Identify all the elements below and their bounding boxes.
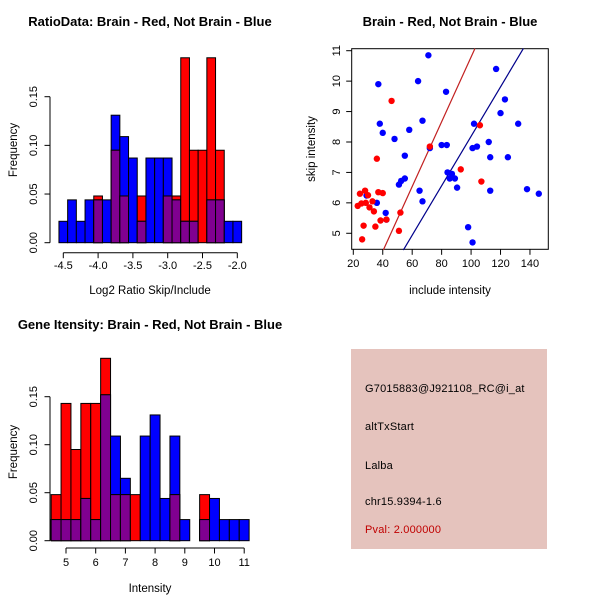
scatter-point-blue [524,186,530,192]
hist-bar-red [198,150,207,242]
scatter-point-red [383,216,389,222]
hist-bar-blue [102,200,111,243]
hist-bar-overlap [207,200,216,243]
x-tick-label: -2.5 [193,260,212,272]
y-axis-title: Frequency [8,424,20,480]
scatter-point-blue [416,187,422,193]
hist-bar-overlap [111,495,121,541]
scatter-point-red [369,198,375,204]
x-tick-label: 120 [491,258,510,270]
scatter-point-blue [486,139,492,145]
y-tick-label: 5 [331,230,343,237]
event-type-text: altTxStart [365,421,415,433]
y-tick-label: 8 [331,138,343,146]
y-tick-label: 7 [331,169,343,176]
scatter-point-red [360,222,366,228]
x-tick-label: 140 [520,258,540,270]
scatter-point-red [427,143,433,149]
y-tick-label: 0.00 [28,529,40,552]
gene-info-panel [300,300,600,600]
hist-bar-blue [210,498,220,540]
y-tick-label: 10 [331,75,343,88]
hist-bar-blue [140,436,150,541]
hist-bar-blue [229,520,239,541]
hist-bar-overlap [137,221,146,242]
hist-bar-overlap [120,196,129,243]
hist-bar-blue [219,520,229,541]
y-tick-label: 0.10 [28,433,40,456]
scatter-point-blue [469,239,475,245]
hist-bar-overlap [181,221,190,242]
pval-text: Pval: 2.000000 [365,524,442,536]
ratio-histogram-panel [0,0,300,300]
probe-id-text: G7015883@J921108_RC@i_at [365,383,525,395]
x-tick-label: 8 [152,557,159,569]
not-brain-fit-line [403,49,523,250]
y-tick-label: 0.15 [28,385,40,408]
chart-title: Gene Itensity: Brain - Red, Not Brain - Blue [17,317,283,332]
x-tick-label: -3.5 [123,260,143,272]
gene-intensity-histogram-panel [0,300,300,600]
chart-title: Brain - Red, Not Brain - Blue [362,14,538,29]
scatter-point-blue [452,175,458,181]
scatter-point-red [458,166,464,172]
scatter-point-blue [402,175,408,181]
hist-bar-overlap [91,520,101,541]
scatter-point-blue [505,154,511,160]
scatter-point-blue [474,143,480,149]
hist-bar-blue [160,498,170,540]
x-tick-label: 100 [461,258,481,270]
x-axis-title: include intensity [409,285,491,297]
hist-bar-blue [85,200,94,243]
hist-bar-red [181,58,190,243]
scatter-point-blue [375,81,381,87]
y-tick-label: 0.15 [28,85,40,108]
scatter-point-red [388,98,394,104]
scatter-point-blue [502,96,508,102]
scatter-point-blue [406,127,412,133]
hist-bar-blue [59,221,68,242]
hist-bar-blue [68,200,77,243]
y-tick-label: 0.05 [28,481,40,504]
hist-bar-blue [180,520,190,541]
x-tick-label: 40 [376,258,389,270]
x-tick-label: 60 [406,258,419,270]
location-text: chr15.9394-1.6 [365,496,442,508]
scatter-point-blue [382,210,388,216]
scatter-point-blue [465,224,471,230]
scatter-point-red [359,236,365,242]
hist-bar-overlap [111,150,120,242]
x-tick-label: -4.0 [88,260,108,272]
hist-bar-blue [146,158,155,243]
hist-bar-blue [224,221,233,242]
hist-bar-overlap [94,200,103,243]
scatter-point-red [478,178,484,184]
hist-bar-overlap [51,520,61,541]
hist-bar-blue [155,158,164,243]
x-tick-label: 20 [347,258,360,270]
hist-bar-overlap [120,495,130,541]
y-tick-label: 0.05 [28,183,40,205]
scatter-point-blue [471,121,477,127]
gene-info-box [351,349,547,549]
x-tick-label: -2.0 [227,260,247,272]
y-axis-title: Frequency [8,122,20,178]
hist-bar-blue [150,415,160,541]
y-tick-label: 11 [331,44,343,57]
x-tick-label: 5 [62,557,70,569]
scatter-point-red [365,192,371,198]
x-tick-label: 6 [92,557,99,569]
scatter-point-blue [377,121,383,127]
scatter-point-blue [425,52,431,58]
scatter-point-red [380,190,386,196]
scatter-point-blue [444,142,450,148]
x-tick-label: 10 [208,557,221,569]
scatter-point-blue [487,187,493,193]
hist-bar-overlap [216,200,225,243]
hist-bar-blue [76,221,85,242]
hist-bar-overlap [61,520,71,541]
hist-bar-overlap [172,200,181,243]
scatter-point-blue [515,121,521,127]
scatter-point-red [397,209,403,215]
hist-bar-overlap [170,495,180,541]
scatter-point-red [372,223,378,229]
x-axis-title: Log2 Ratio Skip/Include [89,285,211,297]
hist-bar-overlap [71,520,81,541]
scatter-point-red [374,156,380,162]
x-axis-title: Intensity [128,583,172,595]
hist-bar-red [130,495,140,541]
scatter-point-blue [415,78,421,84]
hist-bar-overlap [163,196,172,243]
y-axis-title: skip intensity [306,116,318,182]
gene-symbol-text: Lalba [365,460,393,472]
scatter-point-blue [380,130,386,136]
hist-bar-overlap [81,498,91,540]
hist-bar-overlap [200,520,210,541]
chart-title: RatioData: Brain - Red, Not Brain - Blue [28,14,272,29]
scatter-point-red [396,228,402,234]
x-tick-label: -4.5 [53,260,73,272]
x-tick-label: 7 [122,557,129,569]
scatter-point-blue [454,184,460,190]
skip-include-scatter-panel [300,0,600,300]
x-tick-label: -3.0 [158,260,178,272]
scatter-point-blue [391,136,397,142]
hist-bar-blue [233,221,242,242]
scatter-point-blue [493,66,499,72]
scatter-point-red [377,217,383,223]
y-tick-label: 0.00 [28,231,40,254]
hist-bar-blue [129,158,138,243]
scatter-point-blue [497,110,503,116]
scatter-point-blue [536,191,542,197]
scatter-point-red [477,122,483,128]
scatter-point-blue [419,198,425,204]
scatter-point-blue [402,152,408,158]
hist-bar-blue [239,520,249,541]
scatter-point-blue [443,89,449,95]
x-tick-label: 11 [238,557,250,569]
y-tick-label: 0.10 [28,134,40,157]
hist-bar-overlap [189,221,198,242]
hist-bar-overlap [101,395,111,541]
scatter-point-red [371,208,377,214]
x-tick-label: 9 [181,557,188,569]
y-tick-label: 9 [331,108,343,115]
scatter-point-blue [419,117,425,123]
x-tick-label: 80 [435,258,448,270]
scatter-point-blue [487,154,493,160]
y-tick-label: 6 [331,199,343,206]
